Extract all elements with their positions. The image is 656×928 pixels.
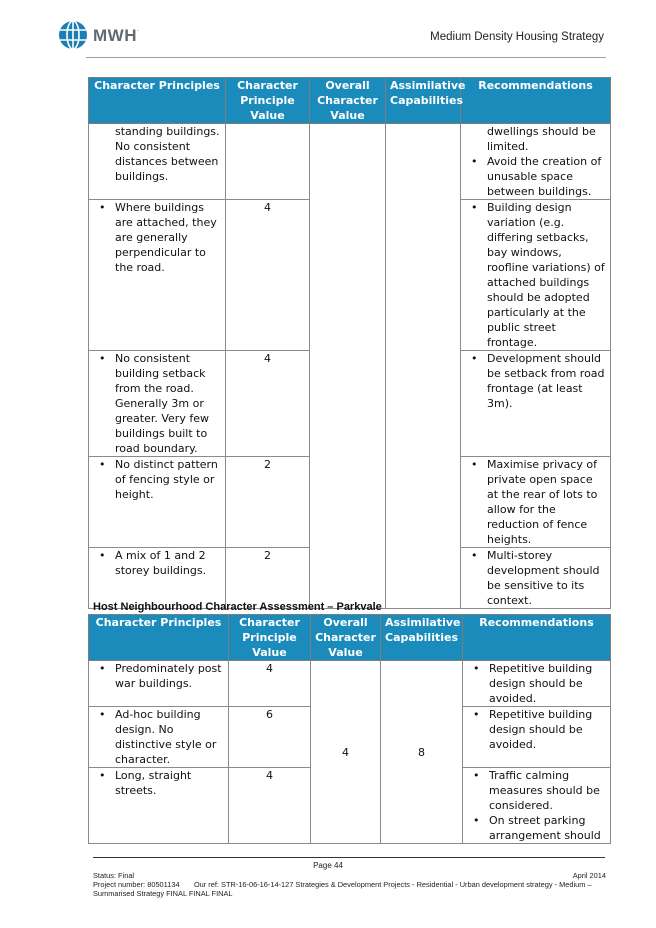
- principle-bullet: • A mix of 1 and 2 storey buildings.: [93, 548, 221, 578]
- page-footer: [93, 871, 606, 898]
- overall-value-cell: [310, 124, 386, 609]
- principle-bullet: • Predominately post war buildings.: [93, 661, 224, 691]
- table-header-row: [89, 78, 611, 124]
- col-overall-value: Overall Character Value: [310, 78, 386, 124]
- recommendation-cell: [461, 200, 611, 351]
- logo-mark: .: [136, 26, 140, 33]
- principle-text: standing buildings. No consistent distances between buildings.: [115, 125, 220, 183]
- company-logo: [58, 20, 178, 52]
- principle-cell: [89, 351, 226, 457]
- principle-value-cell: 2: [226, 548, 310, 609]
- recommendation-cell: [463, 707, 611, 768]
- table-row: [89, 661, 611, 707]
- recommendation-cell: [461, 351, 611, 457]
- character-table-continued: [88, 77, 611, 609]
- table-row: [89, 124, 611, 200]
- assimilative-cell: 8: [381, 661, 463, 844]
- project-reference: [93, 880, 606, 898]
- principle-cell: [89, 200, 226, 351]
- principle-cell: [89, 768, 229, 844]
- principle-cell: [89, 707, 229, 768]
- recommendation-bullet: • Avoid the creation of unusable space between buildings.: [465, 154, 606, 199]
- project-number: Project number: 80501134: [93, 880, 180, 889]
- page-header: [0, 0, 656, 70]
- principle-bullet: • Ad-hoc building design. No distinctive style or character.: [93, 707, 224, 767]
- recommendation-bullet: • Maximise privacy of private open space at the rear of lots to allow for the reduction of fence heights.: [465, 457, 606, 547]
- principle-cell: [89, 124, 226, 200]
- recommendation-cell: [463, 768, 611, 844]
- recommendation-cell: [461, 457, 611, 548]
- principle-value-cell: 4: [229, 768, 311, 844]
- recommendation-bullet: • On street parking arrangement should: [467, 813, 606, 843]
- principle-value-cell: 6: [229, 707, 311, 768]
- col-principle-value: Character Principle Value: [229, 615, 311, 661]
- recommendation-text: dwellings should be limited.: [487, 125, 596, 153]
- principle-bullet: • No distinct pattern of fencing style or height.: [93, 457, 221, 502]
- table-header-row: [89, 615, 611, 661]
- principle-bullet: • Long, straight streets.: [93, 768, 224, 798]
- principle-value-cell: 2: [226, 457, 310, 548]
- recommendation-bullet: • Building design variation (e.g. differing setbacks, bay windows, roofline variations) of attached buildings should be adopted particularly at the public street frontage.: [465, 200, 606, 350]
- recommendation-bullet: • Repetitive building design should be avoided.: [467, 707, 606, 752]
- page-number: Page 44: [313, 861, 343, 870]
- principle-bullet: • No consistent building setback from the road. Generally 3m or greater. Very few buildings built to road boundary.: [93, 351, 221, 456]
- recommendation-bullet: • Repetitive building design should be avoided.: [467, 661, 606, 706]
- recommendation-cell: [461, 548, 611, 609]
- principle-bullet: • Where buildings are attached, they are generally perpendicular to the road.: [93, 200, 221, 275]
- section-title: Host Neighbourhood Character Assessment – Parkvale: [93, 601, 382, 613]
- status-text: Status: Final: [93, 871, 135, 880]
- footer-divider: [93, 857, 605, 858]
- principle-cell: [89, 661, 229, 707]
- header-divider: [86, 57, 606, 58]
- recommendation-bullet: • Development should be setback from road frontage (at least 3m).: [465, 351, 606, 411]
- col-principle-value: Character Principle Value: [226, 78, 310, 124]
- col-character-principles: Character Principles: [89, 78, 226, 124]
- col-character-principles: Character Principles: [89, 615, 229, 661]
- character-table-parkvale: [88, 614, 611, 844]
- our-ref: Our ref: STR-16-06-16-14-127 Strategies & Development Projects - Residential - Urban development strategy - Medium – Summarised Strategy FINAL FINAL FINAL: [93, 880, 592, 898]
- principle-cell: [89, 457, 226, 548]
- recommendation-bullet: • Multi-storey development should be sensitive to its context.: [465, 548, 606, 608]
- col-assimilative: Assimilative Capabilities: [386, 78, 461, 124]
- principle-value-cell: [226, 124, 310, 200]
- principle-cell: [89, 548, 226, 609]
- recommendation-bullet: • Traffic calming measures should be considered.: [467, 768, 606, 813]
- recommendation-cell: [461, 124, 611, 200]
- col-recommendations: Recommendations: [463, 615, 611, 661]
- col-recommendations: Recommendations: [461, 78, 611, 124]
- col-overall-value: Overall Character Value: [311, 615, 381, 661]
- logo-wordmark: MWH.: [93, 26, 140, 45]
- assimilative-cell: [386, 124, 461, 609]
- overall-value-cell: 4: [311, 661, 381, 844]
- principle-value-cell: 4: [229, 661, 311, 707]
- date-text: April 2014: [572, 871, 606, 880]
- document-title: Medium Density Housing Strategy: [430, 31, 604, 43]
- globe-icon: [58, 20, 88, 50]
- recommendation-cell: [463, 661, 611, 707]
- col-assimilative: Assimilative Capabilities: [381, 615, 463, 661]
- principle-value-cell: 4: [226, 200, 310, 351]
- principle-value-cell: 4: [226, 351, 310, 457]
